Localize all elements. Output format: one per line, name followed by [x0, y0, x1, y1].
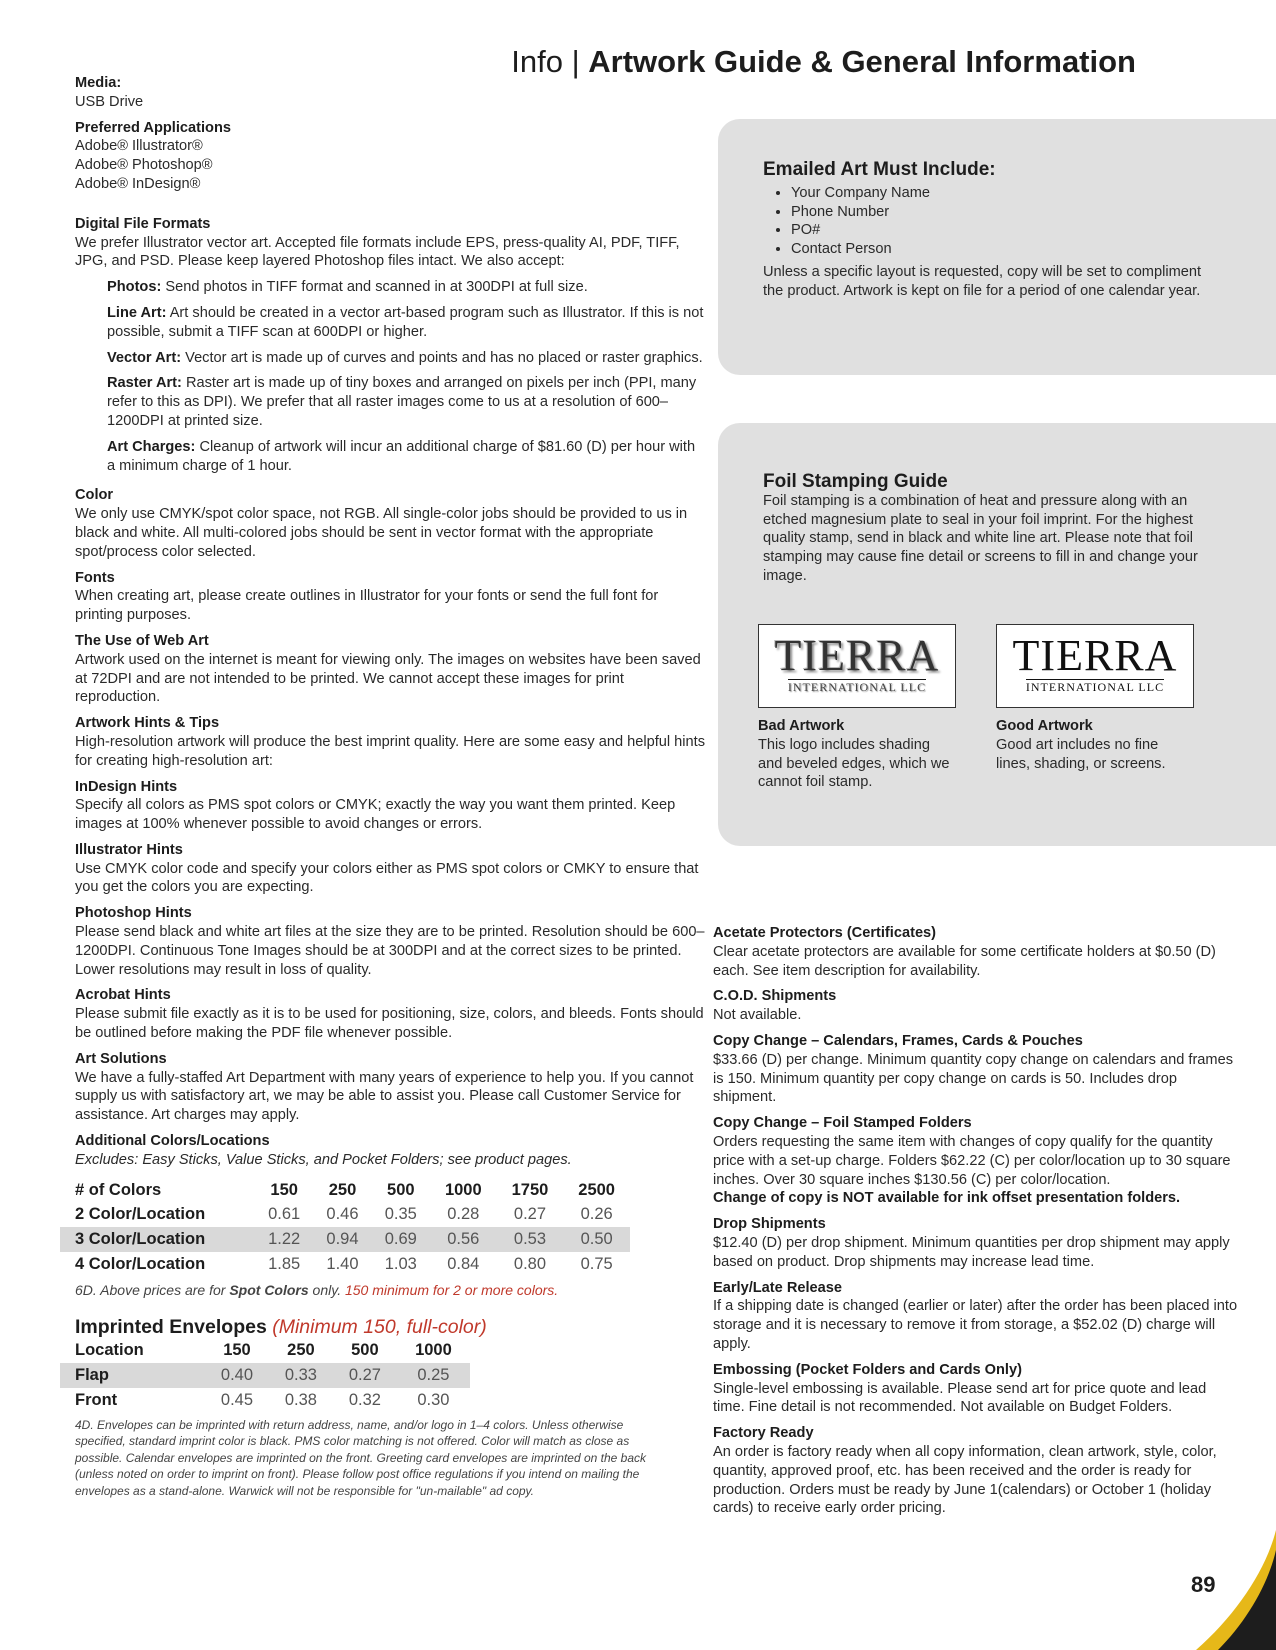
factory-ready-section: Factory Ready An order is factory ready when all copy information, clean artwork, style, color, quantity, approved proof, etc. has been received and the order is ready for production. Orders must be ready by June 1(calendars) or October 1 (holiday cards) to receive early order pricing. — [713, 1425, 1217, 1517]
list-item: • PO# — [791, 221, 1208, 240]
page-title: Info | Artwork Guide & General Information — [511, 44, 1136, 79]
right-column — [713, 924, 1238, 1525]
apps-section: Preferred Applications Adobe® Illustrator® Adobe® Photoshop® Adobe® InDesign® — [75, 119, 231, 192]
emailed-art-heading: Emailed Art Must Include: — [763, 159, 996, 180]
raster-art-note: Raster Art: Raster art is made up of tiny boxes and arranged on pixels per inch (PPI, many refer to this as DPI). We prefer that all raster images come to us at a resolution of 600–1200DPI at printed size. — [107, 375, 697, 429]
bad-artwork-logo: TIERRA INTERNATIONAL LLC — [758, 624, 956, 708]
drop-shipments-section: Drop Shipments $12.40 (D) per drop shipment. Minimum quantities per drop shipment may apply based on product. Drop shipments may increase lead time. — [713, 1216, 1230, 1270]
table-row: 3 Color/Location 1.22 0.94 0.69 0.56 0.53 0.50 — [60, 1227, 630, 1252]
good-artwork-logo: TIERRA INTERNATIONAL LLC — [996, 624, 1194, 708]
color-section: Color We only use CMYK/spot color space, not RGB. All single-color jobs should be provided to us in black and white. All multi-colored jobs should be sent in vector format with the appropriate spot/process color selected. — [75, 487, 688, 560]
embossing-section: Embossing (Pocket Folders and Cards Only) Single-level embossing is available. Please send art for price quote and lead time. Fine detail is not recommended. Not available on Budget Folders. — [713, 1361, 1207, 1416]
indesign-section: InDesign Hints Specify all colors as PMS spot colors or CMYK; exactly the way you want them printed. Keep images at 100% whenever possible to avoid changes or errors. — [75, 778, 676, 833]
table-header-row: # of Colors 150 250 500 1000 1750 2500 — [75, 1180, 615, 1199]
hints-section: Artwork Hints & Tips High-resolution artwork will produce the best imprint quality. Here are some easy and helpful hints for creating high-resolution art: — [75, 715, 705, 769]
page-number: 89 — [1191, 1572, 1216, 1597]
table-row: 2 Color/Location 0.61 0.46 0.35 0.28 0.27 0.26 — [75, 1205, 613, 1224]
good-artwork-caption: Good Artwork Good art includes no fine lines, shading, or screens. — [996, 718, 1166, 772]
table-header-row: Location 150 250 500 1000 — [75, 1341, 452, 1360]
emailed-art-panel — [718, 119, 1276, 375]
envelopes-price-table — [60, 1338, 470, 1412]
illustrator-section: Illustrator Hints Use CMYK color code and specify your colors either as PMS spot colors or CMKY to ensure that you get the colors you are expecting. — [75, 841, 699, 896]
copy-change-section: Copy Change – Calendars, Frames, Cards & Pouches $33.66 (D) per change. Minimum quantity copy change on calendars and frames is 150. Minimum quantity per copy change on cards is 50. Includes drop shipment. — [713, 1032, 1233, 1106]
media-section: Media: USB Drive — [75, 75, 144, 110]
colors-price-table — [60, 1178, 630, 1277]
bad-artwork-caption: Bad Artwork This logo includes shading and beveled edges, which we cannot foil stamp. — [758, 718, 950, 791]
left-column — [75, 74, 705, 1499]
envelopes-fine-print: 4D. Envelopes can be imprinted with return address, name, and/or logo in 1–4 colors. Unless otherwise specified, standard imprint color is black. PMS color matching is not offered. Color will match as close as possible. Calendar envelopes are imprinted on the front. Greeting card envelopes are imprinted on the back (unless noted on order to imprint on front). Please follow post office regulations if you intend on mailing the envelopes as a stand-alone. Warwick will not be responsible for "un-mailable" ad copy. — [75, 1417, 647, 1498]
copy-change-foil-section: Copy Change – Foil Stamped Folders Orders requesting the same item with changes of copy qualify for the quantity price with a set-up charge. Folders $62.22 (C) per color/location up to 30 square inches. Over 30 square inches $130.56 (C) per color/location. Change of copy is NOT available for ink offset presentation folders. — [713, 1115, 1231, 1207]
fonts-section: Fonts When creating art, please create outlines in Illustrator for your fonts or send the full font for printing purposes. — [75, 569, 659, 624]
foil-stamping-panel — [718, 423, 1276, 846]
colors-table-note: 6D. Above prices are for Spot Colors only. 150 minimum for 2 or more colors. — [75, 1281, 559, 1298]
line-art-note: Line Art: Art should be created in a vector art-based program such as Illustrator. If this is not possible, submit a TIFF scan at 600DPI or higher. — [107, 304, 704, 340]
photos-note: Photos: Send photos in TIFF format and scanned in at 300DPI at full size. — [107, 279, 588, 296]
foil-heading: Foil Stamping Guide — [763, 471, 948, 492]
acrobat-section: Acrobat Hints Please submit file exactly as it is to be used for positioning, size, colors, and bleeds. Fonts should be outlined before making the PDF file whenever possible. — [75, 987, 704, 1042]
foil-text: Foil stamping is a combination of heat and pressure along with an etched magnesium plate to seal in your foil imprint. For the highest quality stamp, send in black and white line art. Please note that foil stamping may cause fine detail or screens to fill in and change your image. — [763, 492, 1198, 584]
photoshop-section: Photoshop Hints Please send black and white art files at the size they are to be printed. Resolution should be 600–1200DPI. Continuous Tone Images should be at 300DPI and at the correct sizes to be printed. Lower resolutions may result in loss of quality. — [75, 905, 705, 978]
emailed-art-text: Unless a specific layout is requested, copy will be set to compliment the product. Artwork is kept on file for a period of one calendar year. — [763, 263, 1202, 299]
vector-art-note: Vector Art: Vector art is made up of curves and points and has no placed or raster graphics. — [107, 349, 703, 366]
emailed-art-list — [763, 184, 1208, 259]
list-item: • Contact Person — [791, 240, 1208, 259]
formats-section: Digital File Formats We prefer Illustrator vector art. Accepted file formats include EPS, press-quality AI, PDF, TIFF, JPG, and PSD. Please keep layered Photoshop files intact. We also accept: — [75, 215, 680, 270]
art-solutions-section: Art Solutions We have a fully-staffed Art Department with many years of experience to help you. If you cannot supply us with satisfactory art, we may be able to assist you. Please call Customer Service for assistance. Art charges may apply. — [75, 1050, 694, 1124]
table-row: Front 0.45 0.38 0.32 0.30 — [75, 1391, 450, 1410]
web-art-section: The Use of Web Art Artwork used on the internet is meant for viewing only. The images on websites have been saved at 72DPI and are not intended to be printed. We cannot accept these images for print reproduction. — [75, 632, 701, 706]
list-item: • Your Company Name — [791, 184, 1208, 203]
cod-section: C.O.D. Shipments Not available. — [713, 988, 837, 1024]
early-late-section: Early/Late Release If a shipping date is changed (earlier or later) after the order has been placed into storage and it is necessary to remove it from storage, a $52.02 (D) charge will apply. — [713, 1279, 1238, 1352]
art-charges-note: Art Charges: Cleanup of artwork will incur an additional charge of $81.60 (D) per hour with a minimum charge of 1 hour. — [107, 438, 696, 474]
acetate-section: Acetate Protectors (Certificates) Clear acetate protectors are available for some certificate holders at $0.50 (D) each. See item description for availability. — [713, 925, 1216, 979]
list-item: • Phone Number — [791, 203, 1208, 222]
table-row: 4 Color/Location 1.85 1.40 1.03 0.84 0.80 0.75 — [75, 1255, 613, 1274]
additional-colors-section: Additional Colors/Locations Excludes: Easy Sticks, Value Sticks, and Pocket Folders; see product pages. — [75, 1133, 572, 1168]
table-row: Flap 0.40 0.33 0.27 0.25 — [60, 1363, 470, 1388]
envelopes-title: Imprinted Envelopes (Minimum 150, full-color) — [75, 1315, 487, 1338]
